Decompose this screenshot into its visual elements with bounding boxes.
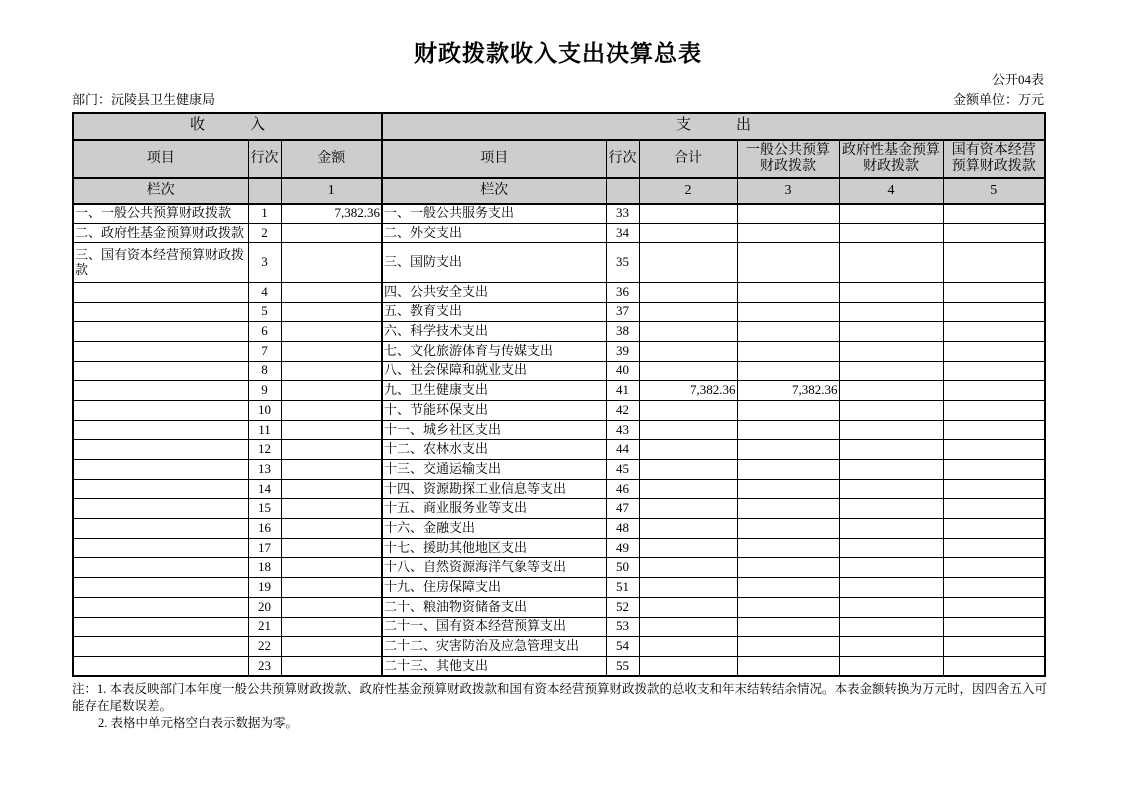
income-rowno-cell: 11 xyxy=(248,420,281,440)
income-rowno-cell: 17 xyxy=(248,538,281,558)
table-row xyxy=(73,361,1045,381)
expense-item-cell: 九、卫生健康支出 xyxy=(382,381,606,401)
income-rowno-cell: 13 xyxy=(248,460,281,480)
expense-state-capital-cell xyxy=(943,440,1045,460)
income-item-cell xyxy=(73,617,248,637)
income-rowno-cell: 21 xyxy=(248,617,281,637)
income-section-header: 收 入 xyxy=(73,113,382,140)
expense-state-capital-cell xyxy=(943,597,1045,617)
column-number-5: 5 xyxy=(943,178,1045,204)
expense-item-cell: 二十一、国有资本经营预算支出 xyxy=(382,617,606,637)
expense-total-cell xyxy=(639,479,737,499)
expense-rowno-cell: 38 xyxy=(606,322,639,342)
expense-gov-fund-cell xyxy=(839,538,943,558)
expense-state-capital-cell xyxy=(943,578,1045,598)
expense-rowno-cell: 39 xyxy=(606,341,639,361)
expense-general-budget-cell xyxy=(737,637,839,657)
expense-general-budget-cell xyxy=(737,322,839,342)
expense-state-capital-cell xyxy=(943,282,1045,302)
table-row xyxy=(73,223,1045,243)
table-body xyxy=(73,204,1045,677)
expense-general-budget-cell xyxy=(737,341,839,361)
income-rowno-header: 行次 xyxy=(248,140,281,178)
expense-item-cell: 十、节能环保支出 xyxy=(382,400,606,420)
expense-general-budget-cell xyxy=(737,499,839,519)
expense-total-cell xyxy=(639,656,737,676)
expense-gov-fund-cell xyxy=(839,519,943,539)
expense-gov-fund-cell xyxy=(839,617,943,637)
income-item-cell xyxy=(73,479,248,499)
income-item-cell xyxy=(73,519,248,539)
expense-total-cell xyxy=(639,302,737,322)
expense-state-capital-cell xyxy=(943,400,1045,420)
income-item-cell xyxy=(73,381,248,401)
expense-item-cell: 五、教育支出 xyxy=(382,302,606,322)
income-lanci-label: 栏次 xyxy=(73,178,248,204)
income-item-cell xyxy=(73,637,248,657)
income-amount-cell xyxy=(281,400,382,420)
income-amount-cell xyxy=(281,341,382,361)
expense-rowno-cell: 52 xyxy=(606,597,639,617)
table-row xyxy=(73,420,1045,440)
income-rowno-cell: 10 xyxy=(248,400,281,420)
expense-item-cell: 三、国防支出 xyxy=(382,243,606,282)
income-amount-cell xyxy=(281,578,382,598)
table-row xyxy=(73,243,1045,282)
expense-general-budget-cell xyxy=(737,223,839,243)
income-rowno-cell: 8 xyxy=(248,361,281,381)
expense-item-cell: 二十二、灾害防治及应急管理支出 xyxy=(382,637,606,657)
expense-item-cell: 四、公共安全支出 xyxy=(382,282,606,302)
expense-gov-fund-cell xyxy=(839,440,943,460)
income-item-cell: 三、国有资本经营预算财政拨款 xyxy=(73,243,248,282)
income-rowno-cell: 12 xyxy=(248,440,281,460)
expense-rowno-cell: 55 xyxy=(606,656,639,676)
expense-rowno-cell: 44 xyxy=(606,440,639,460)
expense-state-capital-cell xyxy=(943,223,1045,243)
table-row xyxy=(73,440,1045,460)
income-item-cell xyxy=(73,420,248,440)
expense-item-cell: 十三、交通运输支出 xyxy=(382,460,606,480)
income-item-cell xyxy=(73,460,248,480)
income-amount-cell xyxy=(281,440,382,460)
expense-total-cell: 7,382.36 xyxy=(639,381,737,401)
income-item-cell xyxy=(73,578,248,598)
expense-rowno-cell: 41 xyxy=(606,381,639,401)
expense-gov-fund-cell xyxy=(839,322,943,342)
expense-general-budget-cell xyxy=(737,578,839,598)
expense-state-capital-cell xyxy=(943,322,1045,342)
income-item-cell xyxy=(73,282,248,302)
notes xyxy=(72,681,1056,732)
table-row xyxy=(73,400,1045,420)
expense-total-cell xyxy=(639,499,737,519)
expense-rowno-cell: 49 xyxy=(606,538,639,558)
meta-row xyxy=(72,92,1044,108)
table-row xyxy=(73,656,1045,676)
income-amount-cell xyxy=(281,243,382,282)
expense-general-budget-cell xyxy=(737,519,839,539)
expense-rowno-header: 行次 xyxy=(606,140,639,178)
income-amount-cell xyxy=(281,223,382,243)
expense-gov-fund-cell xyxy=(839,656,943,676)
expense-total-cell xyxy=(639,223,737,243)
income-rowno-cell: 7 xyxy=(248,341,281,361)
expense-total-cell xyxy=(639,341,737,361)
income-item-cell: 一、一般公共预算财政拨款 xyxy=(73,204,248,224)
expense-general-budget-cell xyxy=(737,440,839,460)
income-item-cell: 二、政府性基金预算财政拨款 xyxy=(73,223,248,243)
income-amount-cell xyxy=(281,420,382,440)
table-row xyxy=(73,381,1045,401)
income-rowno-cell: 14 xyxy=(248,479,281,499)
expense-gov-fund-cell xyxy=(839,460,943,480)
expense-gov-fund-cell xyxy=(839,361,943,381)
expense-item-cell: 二、外交支出 xyxy=(382,223,606,243)
expense-state-capital-cell xyxy=(943,361,1045,381)
expense-total-cell xyxy=(639,282,737,302)
expense-general-budget-header: 一般公共预算财政拨款 xyxy=(737,140,839,178)
income-amount-cell xyxy=(281,597,382,617)
expense-general-budget-cell xyxy=(737,400,839,420)
expense-total-cell xyxy=(639,578,737,598)
expense-rowno-cell: 34 xyxy=(606,223,639,243)
column-number-1: 1 xyxy=(281,178,382,204)
expense-rowno-cell: 42 xyxy=(606,400,639,420)
income-lanci-rowno-blank xyxy=(248,178,281,204)
expense-state-capital-cell xyxy=(943,617,1045,637)
expense-gov-fund-cell xyxy=(839,302,943,322)
expense-general-budget-cell xyxy=(737,656,839,676)
expense-rowno-cell: 45 xyxy=(606,460,639,480)
expense-gov-fund-header: 政府性基金预算财政拨款 xyxy=(839,140,943,178)
expense-state-capital-cell xyxy=(943,656,1045,676)
expense-gov-fund-cell xyxy=(839,558,943,578)
income-rowno-cell: 19 xyxy=(248,578,281,598)
expense-general-budget-cell xyxy=(737,617,839,637)
income-item-cell xyxy=(73,597,248,617)
income-rowno-cell: 18 xyxy=(248,558,281,578)
expense-state-capital-cell xyxy=(943,204,1045,224)
expense-rowno-cell: 53 xyxy=(606,617,639,637)
expense-gov-fund-cell xyxy=(839,637,943,657)
expense-general-budget-cell: 7,382.36 xyxy=(737,381,839,401)
income-amount-cell xyxy=(281,519,382,539)
column-number-2: 2 xyxy=(639,178,737,204)
income-amount-cell xyxy=(281,558,382,578)
expense-gov-fund-cell xyxy=(839,243,943,282)
expense-gov-fund-cell xyxy=(839,420,943,440)
expense-lanci-rowno-blank xyxy=(606,178,639,204)
expense-gov-fund-cell xyxy=(839,204,943,224)
expense-total-cell xyxy=(639,243,737,282)
expense-general-budget-cell xyxy=(737,204,839,224)
expense-total-cell xyxy=(639,538,737,558)
expense-total-cell xyxy=(639,519,737,539)
expense-gov-fund-cell xyxy=(839,223,943,243)
expense-gov-fund-cell xyxy=(839,499,943,519)
income-item-header: 项目 xyxy=(73,140,248,178)
expense-general-budget-cell xyxy=(737,243,839,282)
table-row xyxy=(73,538,1045,558)
expense-general-budget-cell xyxy=(737,282,839,302)
expense-state-capital-cell xyxy=(943,637,1045,657)
expense-state-capital-cell xyxy=(943,558,1045,578)
income-amount-cell xyxy=(281,499,382,519)
income-amount-cell xyxy=(281,479,382,499)
income-rowno-cell: 16 xyxy=(248,519,281,539)
expense-state-capital-cell xyxy=(943,538,1045,558)
expense-state-capital-cell xyxy=(943,381,1045,401)
expense-item-cell: 十四、资源勘探工业信息等支出 xyxy=(382,479,606,499)
table-row xyxy=(73,499,1045,519)
expense-lanci-label: 栏次 xyxy=(382,178,606,204)
expense-total-cell xyxy=(639,597,737,617)
unit-label: 金额单位：万元 xyxy=(952,91,1044,107)
expense-item-cell: 十九、住房保障支出 xyxy=(382,578,606,598)
expense-item-cell: 六、科学技术支出 xyxy=(382,322,606,342)
expense-item-cell: 二十、粮油物资储备支出 xyxy=(382,597,606,617)
table-code: 公开04表 xyxy=(991,71,1044,87)
expense-rowno-cell: 48 xyxy=(606,519,639,539)
income-amount-cell xyxy=(281,538,382,558)
income-rowno-cell: 15 xyxy=(248,499,281,519)
column-number-3: 3 xyxy=(737,178,839,204)
table-row xyxy=(73,617,1045,637)
income-amount-cell xyxy=(281,361,382,381)
expense-total-cell xyxy=(639,558,737,578)
expense-rowno-cell: 47 xyxy=(606,499,639,519)
expense-section-header: 支 出 xyxy=(382,113,1045,140)
expense-item-cell: 八、社会保障和就业支出 xyxy=(382,361,606,381)
expense-total-cell xyxy=(639,322,737,342)
income-rowno-cell: 2 xyxy=(248,223,281,243)
income-amount-cell xyxy=(281,282,382,302)
income-item-cell xyxy=(73,361,248,381)
expense-general-budget-cell xyxy=(737,558,839,578)
expense-total-cell xyxy=(639,460,737,480)
expense-gov-fund-cell xyxy=(839,479,943,499)
expense-rowno-cell: 33 xyxy=(606,204,639,224)
income-item-cell xyxy=(73,538,248,558)
table-row xyxy=(73,479,1045,499)
column-number-row xyxy=(73,178,1045,204)
expense-rowno-cell: 37 xyxy=(606,302,639,322)
income-amount-cell xyxy=(281,637,382,657)
expense-rowno-cell: 51 xyxy=(606,578,639,598)
income-amount-cell xyxy=(281,617,382,637)
income-rowno-cell: 6 xyxy=(248,322,281,342)
column-header-row xyxy=(73,140,1045,178)
expense-item-cell: 十八、自然资源海洋气象等支出 xyxy=(382,558,606,578)
table-row xyxy=(73,204,1045,224)
expense-gov-fund-cell xyxy=(839,578,943,598)
expense-item-cell: 十七、援助其他地区支出 xyxy=(382,538,606,558)
page-title: 财政拨款收入支出决算总表 xyxy=(414,41,702,66)
table-row xyxy=(73,302,1045,322)
expense-rowno-cell: 50 xyxy=(606,558,639,578)
expense-state-capital-cell xyxy=(943,243,1045,282)
income-rowno-cell: 1 xyxy=(248,204,281,224)
expense-rowno-cell: 54 xyxy=(606,637,639,657)
expense-state-capital-cell xyxy=(943,302,1045,322)
column-number-4: 4 xyxy=(839,178,943,204)
expense-state-capital-header: 国有资本经营预算财政拨款 xyxy=(943,140,1045,178)
fiscal-summary-table xyxy=(72,112,1046,678)
table-row xyxy=(73,519,1045,539)
expense-total-cell xyxy=(639,617,737,637)
expense-gov-fund-cell xyxy=(839,597,943,617)
table-row xyxy=(73,460,1045,480)
expense-state-capital-cell xyxy=(943,519,1045,539)
expense-rowno-cell: 46 xyxy=(606,479,639,499)
table-row xyxy=(73,558,1045,578)
expense-gov-fund-cell xyxy=(839,381,943,401)
expense-item-cell: 七、文化旅游体育与传媒支出 xyxy=(382,341,606,361)
expense-total-cell xyxy=(639,361,737,381)
expense-general-budget-cell xyxy=(737,479,839,499)
income-amount-cell xyxy=(281,460,382,480)
expense-general-budget-cell xyxy=(737,420,839,440)
expense-item-cell: 十二、农林水支出 xyxy=(382,440,606,460)
department-label: 部门：沅陵县卫生健康局 xyxy=(72,91,216,107)
expense-rowno-cell: 35 xyxy=(606,243,639,282)
table-row xyxy=(73,282,1045,302)
expense-item-cell: 十五、商业服务业等支出 xyxy=(382,499,606,519)
income-item-cell xyxy=(73,440,248,460)
income-item-cell xyxy=(73,400,248,420)
expense-item-header: 项目 xyxy=(382,140,606,178)
expense-general-budget-cell xyxy=(737,538,839,558)
expense-state-capital-cell xyxy=(943,499,1045,519)
expense-state-capital-cell xyxy=(943,420,1045,440)
expense-rowno-cell: 40 xyxy=(606,361,639,381)
income-amount-cell xyxy=(281,322,382,342)
expense-item-cell: 一、一般公共服务支出 xyxy=(382,204,606,224)
income-amount-cell xyxy=(281,302,382,322)
income-amount-header: 金额 xyxy=(281,140,382,178)
expense-state-capital-cell xyxy=(943,460,1045,480)
expense-total-cell xyxy=(639,440,737,460)
expense-item-cell: 二十三、其他支出 xyxy=(382,656,606,676)
table-row xyxy=(73,597,1045,617)
table-row xyxy=(73,578,1045,598)
expense-total-cell xyxy=(639,204,737,224)
income-rowno-cell: 20 xyxy=(248,597,281,617)
income-item-cell xyxy=(73,322,248,342)
expense-general-budget-cell xyxy=(737,302,839,322)
expense-total-cell xyxy=(639,637,737,657)
table-row xyxy=(73,637,1045,657)
income-amount-cell xyxy=(281,656,382,676)
expense-state-capital-cell xyxy=(943,479,1045,499)
income-rowno-cell: 3 xyxy=(248,243,281,282)
income-item-cell xyxy=(73,302,248,322)
expense-general-budget-cell xyxy=(737,597,839,617)
table-row xyxy=(73,322,1045,342)
expense-general-budget-cell xyxy=(737,361,839,381)
income-rowno-cell: 23 xyxy=(248,656,281,676)
expense-total-cell xyxy=(639,400,737,420)
expense-gov-fund-cell xyxy=(839,282,943,302)
income-item-cell xyxy=(73,558,248,578)
expense-item-cell: 十六、金融支出 xyxy=(382,519,606,539)
expense-rowno-cell: 36 xyxy=(606,282,639,302)
expense-state-capital-cell xyxy=(943,341,1045,361)
expense-general-budget-cell xyxy=(737,460,839,480)
expense-total-header: 合计 xyxy=(639,140,737,178)
income-rowno-cell: 4 xyxy=(248,282,281,302)
income-rowno-cell: 22 xyxy=(248,637,281,657)
note-1: 注：1. 本表反映部门本年度一般公共预算财政拨款、政府性基金预算财政拨款和国有资本经营预算财政拨款的总收支和年末结转结余情况。本表金额转换为万元时，因四舍五入可能存在尾数误差。 xyxy=(72,682,1048,714)
section-header-row xyxy=(73,113,1045,140)
income-item-cell xyxy=(73,341,248,361)
income-item-cell xyxy=(73,656,248,676)
income-amount-cell: 7,382.36 xyxy=(281,204,382,224)
expense-gov-fund-cell xyxy=(839,400,943,420)
expense-rowno-cell: 43 xyxy=(606,420,639,440)
income-amount-cell xyxy=(281,381,382,401)
note-2: 2. 表格中单元格空白表示数据为零。 xyxy=(98,716,299,731)
income-rowno-cell: 5 xyxy=(248,302,281,322)
expense-total-cell xyxy=(639,420,737,440)
expense-item-cell: 十一、城乡社区支出 xyxy=(382,420,606,440)
expense-gov-fund-cell xyxy=(839,341,943,361)
income-rowno-cell: 9 xyxy=(248,381,281,401)
income-item-cell xyxy=(73,499,248,519)
table-row xyxy=(73,341,1045,361)
